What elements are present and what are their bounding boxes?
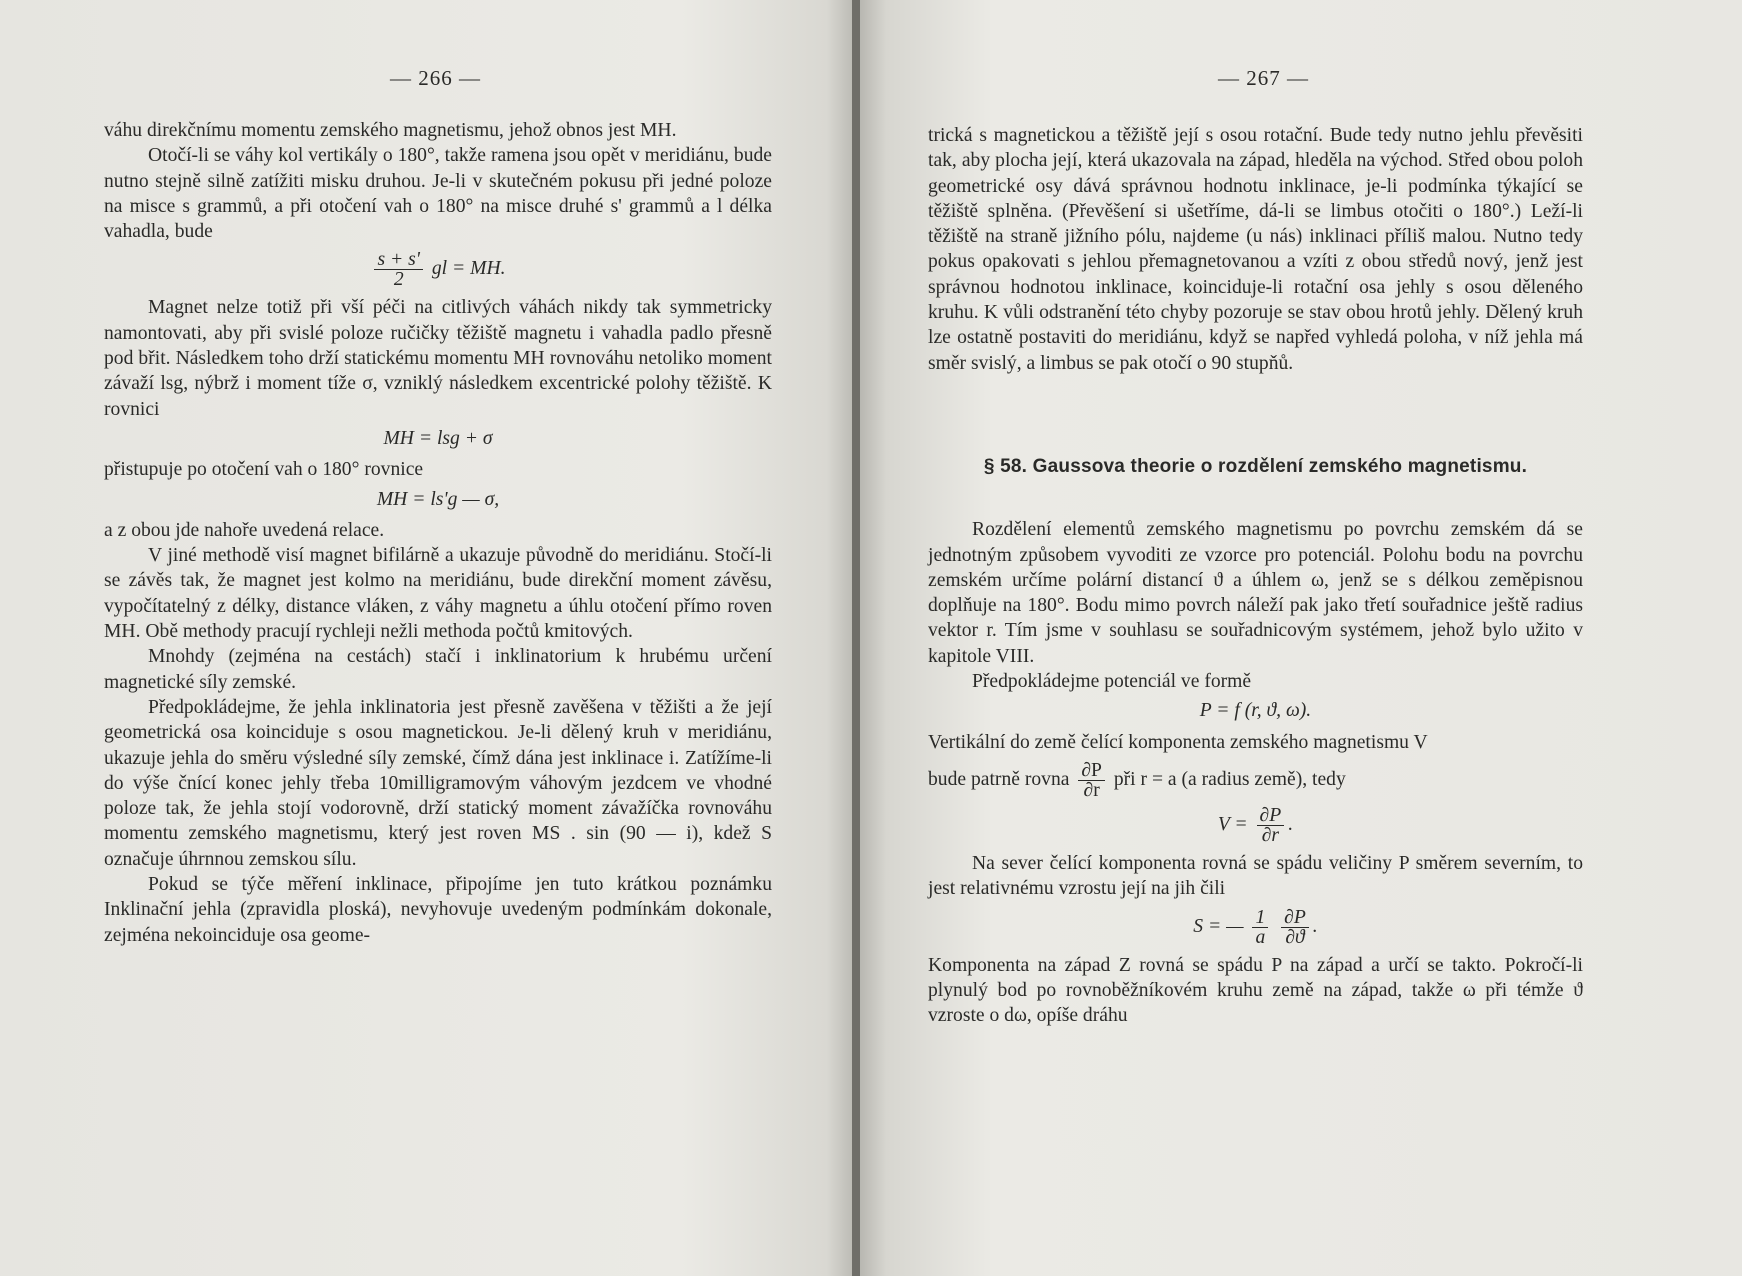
paragraph: trická s magnetickou a těžiště její s osou rotační. Bude tedy nutno jehlu převěsiti tak, aby plocha její, která ukazovala na západ, hleděla na východ. Střed obou poloh geometrické osy dává správnou hodnotu inklinace, je-li podmínka týkající se těžiště splněna. (Převěšení si ušetříme, dá-li se limbus otočiti o 180°.) Leží-li těžiště na straně jižního pólu, najdeme (u nás) inklinaci příliš malou. Nutno tedy pokus opakovati s jehlou přemagnetovanou a vzíti z obou středů nový, jenž jest správnou hodnotou inklinace, koinciduje-li rotační osa jehly s osou děleného kruhu. K vůli odstranění této chyby pozoruje se stav obou hrotů jehly. Dělený kruh lze ostatně postaviti do meridiánu, když se napřed vyhledá poloha, v níž jehla má směr svislý, a limbus se pak otočí o 90 stupňů. xyxy=(928,125,1583,374)
text-run: bude patrně rovna xyxy=(928,768,1070,790)
paragraph: Pokud se týče měření inklinace, připojíme jen tuto krátkou poznámku Inklinační jehla (zpravidla ploská), nevyhovuje uvedeným podmínkám dokonale, zejména nekoinciduje osa geome- xyxy=(104,874,772,946)
fraction-denominator: a xyxy=(1255,926,1266,948)
paragraph-with-fraction xyxy=(928,761,1583,800)
paragraph: Komponenta na západ Z rovná se spádu P na západ a určí se takto. Pokročí-li plynulý bod po rovnoběžníkovém kruhu země na západ, takže ω při témže ϑ vzroste o dω, opíše dráhu xyxy=(928,954,1583,1027)
paragraph: Předpokládejme, že jehla inklinatoria jest přesně zavěšena v těžišti a že její geometrická osa koinciduje s osou magnetickou. Je-li dělený kruh v meridiánu, ukazuje jehla do směru výsledné síly zemské, čímž dána jest inklinace i. Zatížíme-li do výše čnící konec jehly třeba 10milligramovým váhovým jezdcem ve vhodné poloze tak, že jehla stojí vodorovně, drží statický moment závažíčka rovnováhu momentu zemského magnetismu, který jest roven MS . sin (90 — i), kdež S označuje úhrnnou zemskou sílu. xyxy=(104,696,772,870)
equation-lhs: S = — xyxy=(1193,915,1244,937)
fraction xyxy=(1257,806,1285,845)
paragraph: Mnohdy (zejména na cestách) stačí i inklinatorium k hrubému určení magnetické síly zemské. xyxy=(104,646,772,693)
equation: MH = ls'g — σ, xyxy=(376,488,500,510)
page-number-right: — 267 — xyxy=(1218,66,1309,90)
equation: MH = lsg + σ xyxy=(383,427,493,449)
fraction-denominator: ∂r xyxy=(1083,779,1100,801)
equation-end: . xyxy=(1312,915,1318,937)
fraction xyxy=(1078,761,1105,800)
right-page xyxy=(860,0,1742,1276)
equation-lhs: V = xyxy=(1217,813,1248,835)
fraction-numerator: ∂P xyxy=(1257,806,1285,826)
left-page-text xyxy=(104,118,772,948)
paragraph: Na sever čelící komponenta rovná se spádu veličiny P směrem severním, to jest relativnému vzrostu její na jih čili xyxy=(928,852,1583,900)
right-page-text xyxy=(928,123,1583,1028)
text-run: při r = a (a radius země), tedy xyxy=(1113,768,1346,790)
paragraph: a z obou jde nahoře uvedená relace. xyxy=(104,519,385,541)
section-heading: § 58. Gaussova theorie o rozdělení zemského magnetismu. xyxy=(983,455,1528,477)
equation-end: . xyxy=(1288,813,1294,835)
equation-vertical-component xyxy=(928,806,1583,845)
paragraph: Otočí-li se váhy kol vertikály o 180°, takže ramena jsou opět v meridiánu, bude nutno stejně silně zatížiti misku druhou. Je-li v skutečném pokusu při jedné poloze na misce s grammů, a při otočení vah o 180° na misce druhé s' grammů a l délka vahadla, bude xyxy=(104,145,772,243)
equation-mh-balance xyxy=(104,250,772,289)
fraction-denominator: ∂r xyxy=(1261,824,1280,846)
paragraph: přistupuje po otočení vah o 180° rovnice xyxy=(104,459,424,481)
fraction xyxy=(374,250,422,289)
equation-potential: P = f (r, ϑ, ω). xyxy=(1199,700,1312,722)
paragraph: Vertikální do země čelící komponenta zemského magnetismu V xyxy=(928,731,1428,753)
fraction-numerator: ∂P xyxy=(1078,761,1105,781)
paragraph: Rozdělení elementů zemského magnetismu po povrchu zemském dá se jednotným způsobem vyvoditi ze vzorce pro potenciál. Polohu bodu na povrchu zemském určíme polární distancí ϑ a úhlem ω, jenž se s délkou zeměpisnou doplňuje na 180°. Bodu mimo povrch náleží pak jako třetí souřadnice ještě radius vektor r. Tím jsme v souhlasu se souřadnicovým systémem, jehož bylo užito v kapitole VIII. xyxy=(928,519,1583,667)
fraction-numerator: ∂P xyxy=(1281,908,1309,928)
page-number-left: — 266 — xyxy=(390,66,481,90)
paragraph: V jiné methodě visí magnet bifilárně a ukazuje původně do meridiánu. Stočí-li se závěs tak, že magnet jest kolmo na meridiánu, bude direkční moment závěsu, vypočítatelný z délky, distance vláken, z váhy magnetu a úhlu otočení přímo roven MH. Obě methody pracují rychleji nežli methoda počtů kmitových. xyxy=(104,545,772,643)
equation-north-component xyxy=(928,908,1583,947)
equation-rest: gl = MH. xyxy=(431,258,506,280)
fraction-denominator: 2 xyxy=(393,269,404,291)
fraction xyxy=(1281,908,1309,947)
paragraph: Předpokládejme potenciál ve formě xyxy=(972,671,1252,693)
book-gutter xyxy=(852,0,860,1276)
fraction-denominator: ∂ϑ xyxy=(1285,926,1305,948)
paragraph: Magnet nelze totiž při vší péči na citlivých váhách nikdy tak symmetricky namontovati, aby při svislé poloze ručičky těžiště magnetu i vahadla padlo přesně pod břit. Následkem toho drží statickému momentu MH rovnováhu netoliko moment závaží lsg, nýbrž i moment tíže σ, vzniklý následkem excentrické polohy těžiště. K rovnici xyxy=(104,297,772,420)
paragraph: váhu direkčnímu momentu zemského magnetismu, jehož obnos jest MH. xyxy=(104,120,677,141)
fraction-numerator: 1 xyxy=(1252,908,1268,928)
fraction xyxy=(1252,908,1268,947)
fraction-numerator: s + s' xyxy=(374,250,422,270)
left-page xyxy=(0,0,852,1276)
